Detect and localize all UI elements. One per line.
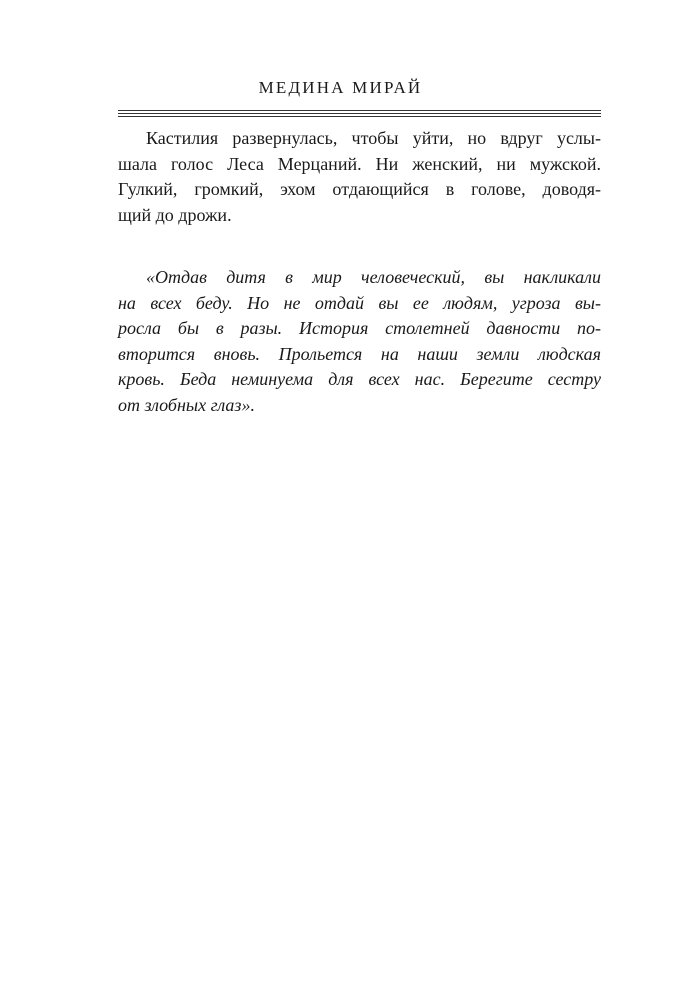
header-rule-top <box>118 110 601 111</box>
text-line: Гулкий, громкий, эхом отдающийся в голове, доводя- <box>118 179 601 199</box>
header-rule-bottom <box>118 116 601 117</box>
text-line: вторится вновь. Прольется на наши земли людская <box>118 343 601 364</box>
text-line: «Отдав дитя в мир человеческий, вы накликали <box>146 267 601 287</box>
text-line: кровь. Беда неминуема для всех нас. Берегите сестру <box>118 369 601 389</box>
paragraph-prophecy-quote <box>118 265 601 418</box>
paragraph-narration <box>118 126 601 228</box>
text-line: росла бы в разы. История столетней давности по- <box>118 318 601 338</box>
text-line: Кастилия развернулась, чтобы уйти, но вдруг услы- <box>146 128 601 148</box>
running-header: МЕДИНА МИРАЙ <box>258 78 423 97</box>
text-line: на всех беду. Но не отдай вы ее людям, угроза вы- <box>118 292 601 313</box>
text-line: от злобных глаз». <box>118 394 255 415</box>
text-line: шала голос Леса Мерцаний. Ни женский, ни мужской. <box>118 153 601 174</box>
header-rule-middle <box>118 113 601 114</box>
text-line: щий до дрожи. <box>118 204 232 225</box>
